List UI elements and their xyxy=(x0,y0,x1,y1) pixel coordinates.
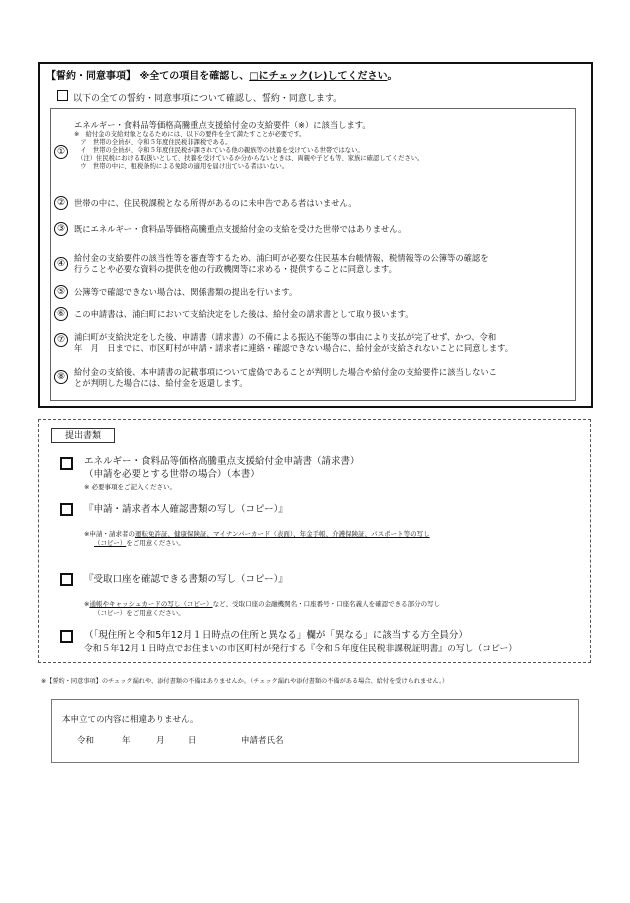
item-number: ③ xyxy=(54,222,68,236)
item-sub-note: ※ 給付金の支給対象となるためには、以下の要件を全て満たすことが必要です。 xyxy=(74,130,306,138)
pledge-title-c: 。 xyxy=(387,71,398,82)
doc-identity-note xyxy=(84,530,430,538)
check-reminder-note: ※【誓約・同意事項】のチェック漏れや、添付書類の不備はありませんか。（チェック漏れや添付書類の不備がある場合、給付を受けられません。） xyxy=(41,678,449,685)
declaration-box xyxy=(51,699,579,763)
item-sub-note: ウ 世帯の中に、租税条約による免除の適用を届け出ている者はいない。 xyxy=(74,162,289,170)
item-number: ① xyxy=(54,145,68,159)
item-text: 給付金の支給後、本申請書の記載事項について虚偽であることが判明した場合や給付金の支給要件に該当しないこ xyxy=(74,367,497,377)
doc-checkbox-bank[interactable] xyxy=(60,573,73,586)
note-text: 通帳やキャッシュカードの写し（コピー） xyxy=(89,600,213,608)
agree-all-checkbox[interactable] xyxy=(57,90,68,101)
doc-identity-title: 『申請・請求者本人確認書類の写し（コピー）』 xyxy=(84,504,288,515)
date-day-label[interactable]: 日 xyxy=(188,736,197,746)
pledge-title-b: □にチェック(レ)してください xyxy=(249,71,388,82)
agree-all-label: 以下の全ての誓約・同意事項について確認し、誓約・同意します。 xyxy=(73,94,343,104)
note-text: （コピー） xyxy=(94,539,127,547)
pledge-item-6 xyxy=(74,309,569,320)
doc-application-note: ※ 必要事項をご記入ください。 xyxy=(84,483,177,491)
declaration-text: 本申立ての内容に相違ありません。 xyxy=(62,715,199,725)
pledge-item-7 xyxy=(74,332,569,353)
applicant-name-label[interactable]: 申請者氏名 xyxy=(241,736,284,746)
item-text: 給付金の支給要件の該当性等を審査等するため、浦臼町が必要な住民基本台帳情報、税情報等の公簿等の確認を xyxy=(74,253,489,263)
item-number: ② xyxy=(54,196,68,210)
doc-identity-note-cont xyxy=(94,539,185,547)
note-text: ※ xyxy=(84,600,90,608)
note-text: 運転免許証、健康保険証、マイナンバーカード（表面）、年金手帳、介護保険証、パスポート等の写し xyxy=(134,530,430,538)
item-text: 年 月 日までに、市区町村が申請・請求者に連絡・確認できない場合に、給付金が支給されないことに同意します。 xyxy=(74,342,514,353)
item-text: とが判明した場合には、給付金を返還します。 xyxy=(74,377,248,388)
doc-tax-detail: 令和５年12月１日時点でお住まいの市区町村が発行する『令和５年度住民税非課税証明書』の写し（コピー） xyxy=(84,644,518,654)
doc-checkbox-identity[interactable] xyxy=(60,503,73,516)
item-number: ⑥ xyxy=(54,307,68,321)
item-number: ⑤ xyxy=(54,285,68,299)
item-number: ⑦ xyxy=(54,333,68,347)
date-year-label[interactable]: 年 xyxy=(122,736,131,746)
item-text: エネルギー・食料品等価格高騰重点支援給付金の支給要件（※）に該当します。 xyxy=(74,120,371,130)
pledge-item-4 xyxy=(74,253,569,274)
doc-checkbox-application[interactable] xyxy=(60,457,73,470)
item-text: 行うことや必要な資料の提供を他の行政機関等に求める・提供することに同意します。 xyxy=(74,263,397,274)
item-text: 既にエネルギー・食料品等価格高騰重点支援給付金の支給を受けた世帯ではありません。 xyxy=(74,224,407,234)
pledge-item-1 xyxy=(74,120,569,171)
doc-application-subtitle: （申請を必要とする世帯の場合）（本書） xyxy=(84,469,260,480)
doc-bank-note-cont: （コピー）をご用意ください。 xyxy=(94,609,185,617)
doc-bank-note xyxy=(84,600,440,608)
item-text: 世帯の中に、住民税課税となる所得があるのに未申告である者はいません。 xyxy=(74,198,357,208)
pledge-title-a: 【誓約・同意事項】 ※全ての項目を確認し、 xyxy=(46,71,250,82)
pledge-item-5 xyxy=(74,287,569,298)
note-text: をご用意ください。 xyxy=(126,539,185,547)
pledge-item-2 xyxy=(74,198,569,209)
pledge-title xyxy=(46,67,398,82)
date-month-label[interactable]: 月 xyxy=(156,736,165,746)
item-number: ⑧ xyxy=(54,370,68,384)
doc-tax-title: （「現住所と令和5年12月１日時点の住所と異なる」欄が「異なる」に該当する方全員分） xyxy=(84,630,468,641)
item-sub-note: ア 世帯の全員が、令和５年度住民税非課税である。 xyxy=(74,138,232,146)
doc-bank-title: 『受取口座を確認できる書類の写し（コピー）』 xyxy=(84,574,288,585)
item-sub-note: （注）住民税における取扱いとして、扶養を受けているか分からないときは、両親や子ども等、家族に確認してください。 xyxy=(74,154,424,162)
item-text: 浦臼町が支給決定をした後、申請書（請求書）の不備による振込不能等の事由により支払が完了せず、かつ、令和 xyxy=(74,332,497,342)
pledge-item-8 xyxy=(74,367,569,388)
doc-application-title: エネルギー・食料品等価格高騰重点支援給付金申請書（請求書） xyxy=(84,456,360,467)
pledge-item-3 xyxy=(74,224,569,235)
note-text: など、受取口座の金融機関名・口座番号・口座名義人を確認できる部分の写し xyxy=(212,600,441,608)
doc-checkbox-tax-certificate[interactable] xyxy=(60,630,73,643)
note-text: ※申請・請求者の xyxy=(84,530,135,538)
item-sub-note: イ 世帯の全員が、令和５年度住民税が課されている他の親族等の扶養を受けている世帯ではない。 xyxy=(74,146,364,154)
item-text: 公簿等で確認できない場合は、関係書類の提出を行います。 xyxy=(74,287,298,297)
date-era-label: 令和 xyxy=(77,736,95,746)
documents-label: 提出書類 xyxy=(51,428,115,443)
item-number: ④ xyxy=(54,257,68,271)
item-text: この申請書は、浦臼町において支給決定をした後は、給付金の請求書として取り扱います。 xyxy=(74,309,414,319)
